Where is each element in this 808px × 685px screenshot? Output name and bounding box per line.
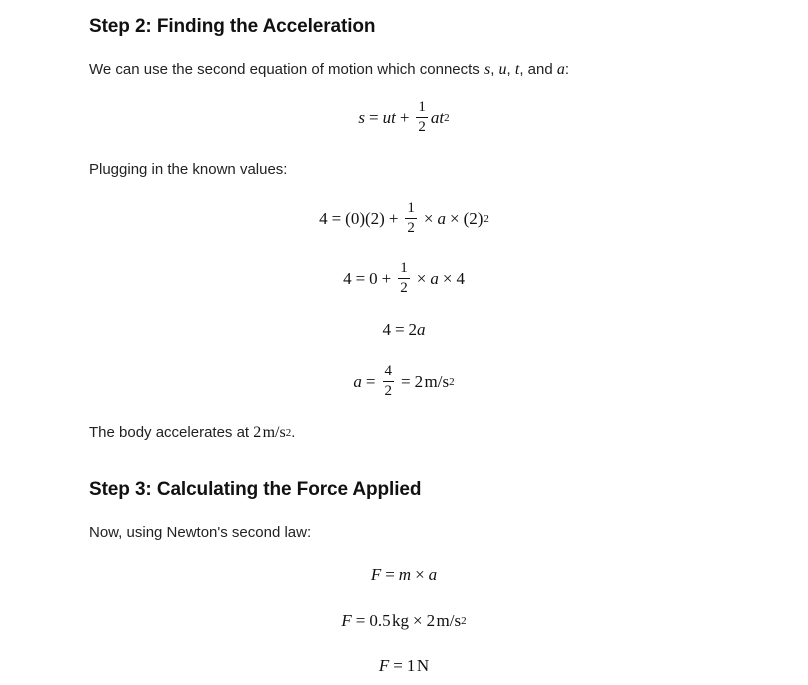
- equation-force-result: [0, 656, 808, 676]
- eq1-term: (0)(2): [345, 208, 385, 228]
- fraction-half: [416, 100, 428, 135]
- eq1-den: 2: [407, 220, 415, 236]
- eq-sign: =: [368, 107, 379, 127]
- eq1-paren: (2): [463, 208, 484, 228]
- s3eq3-val: 1: [406, 656, 416, 675]
- eq3-eq: =: [394, 320, 405, 339]
- eq-term-at: at: [430, 107, 445, 127]
- plugging-text: Plugging in the known values:: [89, 161, 288, 178]
- s3eq2-lhs: F: [341, 611, 352, 630]
- eq-lhs: s: [358, 107, 365, 127]
- intro-sep-1: ,: [490, 61, 499, 78]
- s3eq1-m: m: [398, 565, 412, 584]
- eq1-lhs: 4: [319, 208, 328, 228]
- frac-den: 2: [418, 119, 426, 135]
- frac-num: 1: [416, 100, 428, 118]
- equation-plug-2: [0, 261, 808, 296]
- eq4-eq: =: [365, 371, 376, 391]
- step2-intro-prefix: We can use the second equation of motion which connects: [89, 61, 484, 78]
- eq4-num: 4: [383, 364, 395, 382]
- equation-plug-3: [0, 320, 808, 340]
- equation-plug-1: 4 = (0)(2) + $\frac{1}{2}$ × a × (2) 2: [319, 200, 489, 236]
- eq2-var-a: a: [430, 268, 439, 288]
- step2-intro: [89, 61, 569, 79]
- intro-sep-2: ,: [506, 61, 515, 78]
- s3eq2-acc: 2: [426, 611, 436, 630]
- eq1-times-1: ×: [423, 208, 434, 228]
- equation-acceleration-result: a = $\frac{4}{2}$ = 2 m/s 2: [353, 363, 455, 399]
- conclusion-val: 2: [253, 424, 262, 441]
- eq2-eq: =: [355, 268, 366, 288]
- eq1-fraction: [405, 201, 417, 236]
- conclusion-prefix: The body accelerates at: [89, 424, 254, 441]
- eq4-unit: m/s: [424, 371, 450, 391]
- equation-newton: [0, 565, 808, 585]
- step2-heading: Step 2: Finding the Acceleration: [89, 16, 376, 37]
- s3eq2-mass-unit: kg: [392, 611, 410, 630]
- plus-sign: +: [399, 107, 410, 127]
- eq4-den: 2: [384, 383, 392, 399]
- step3-intro: Now, using Newton's second law:: [89, 524, 312, 541]
- s3eq3-unit: N: [416, 656, 430, 675]
- eq-term-ut: ut: [382, 107, 396, 127]
- eq4-fraction: [383, 364, 395, 399]
- eq1-var-a: a: [437, 208, 446, 228]
- conclusion-end: .: [291, 424, 296, 441]
- eq4-val: 2: [414, 371, 424, 391]
- eq1-plus: +: [388, 208, 399, 228]
- eq1-num: 1: [405, 201, 417, 219]
- intro-and: , and: [519, 61, 557, 78]
- eq1-times-2: ×: [450, 208, 460, 228]
- s3eq3-lhs: F: [378, 656, 390, 675]
- var-t: t: [514, 61, 520, 78]
- eq2-plus: +: [381, 268, 392, 288]
- eq4-lhs: a: [353, 371, 362, 391]
- s3eq1-times: ×: [415, 565, 425, 584]
- eq2-fraction: [398, 261, 410, 296]
- equation-second-motion: s = ut + $\frac{1}{2}$ at 2: [358, 99, 450, 135]
- eq2-lhs: 4: [343, 268, 352, 288]
- s3eq2-mass: 0.5: [369, 611, 391, 630]
- eq2-four: 4: [456, 268, 465, 288]
- var-u: u: [498, 61, 507, 78]
- eq3-var: a: [417, 320, 426, 339]
- s3eq2-times: ×: [413, 611, 423, 630]
- s3eq2-acc-unit: m/s: [436, 611, 462, 630]
- var-s: s: [483, 61, 491, 78]
- s3eq2-eq: =: [355, 611, 366, 630]
- eq2-times-2: ×: [442, 268, 453, 288]
- var-a: a: [556, 61, 565, 78]
- s3eq1-eq: =: [385, 565, 395, 584]
- eq4-eq2: =: [401, 371, 411, 391]
- intro-end: :: [564, 61, 570, 78]
- step3-heading: Step 3: Calculating the Force Applied: [89, 479, 422, 500]
- s3eq1-lhs: F: [370, 565, 382, 584]
- eq2-times-1: ×: [416, 268, 427, 288]
- s3eq1-a: a: [428, 565, 438, 584]
- eq2-den: 2: [400, 280, 408, 296]
- conclusion-unit: m/s: [262, 424, 286, 441]
- eq3-coef: 2: [408, 320, 418, 339]
- s3eq3-eq: =: [393, 656, 403, 675]
- eq1-eq: =: [331, 208, 342, 228]
- eq2-term: 0: [369, 268, 378, 288]
- equation-force-substitution: F = 0.5 kg × 2 m/s 2: [341, 611, 467, 630]
- acceleration-conclusion: The body accelerates at 2 m/s 2 .: [89, 424, 296, 441]
- eq2-num: 1: [398, 261, 410, 279]
- eq3-lhs: 4: [382, 320, 391, 339]
